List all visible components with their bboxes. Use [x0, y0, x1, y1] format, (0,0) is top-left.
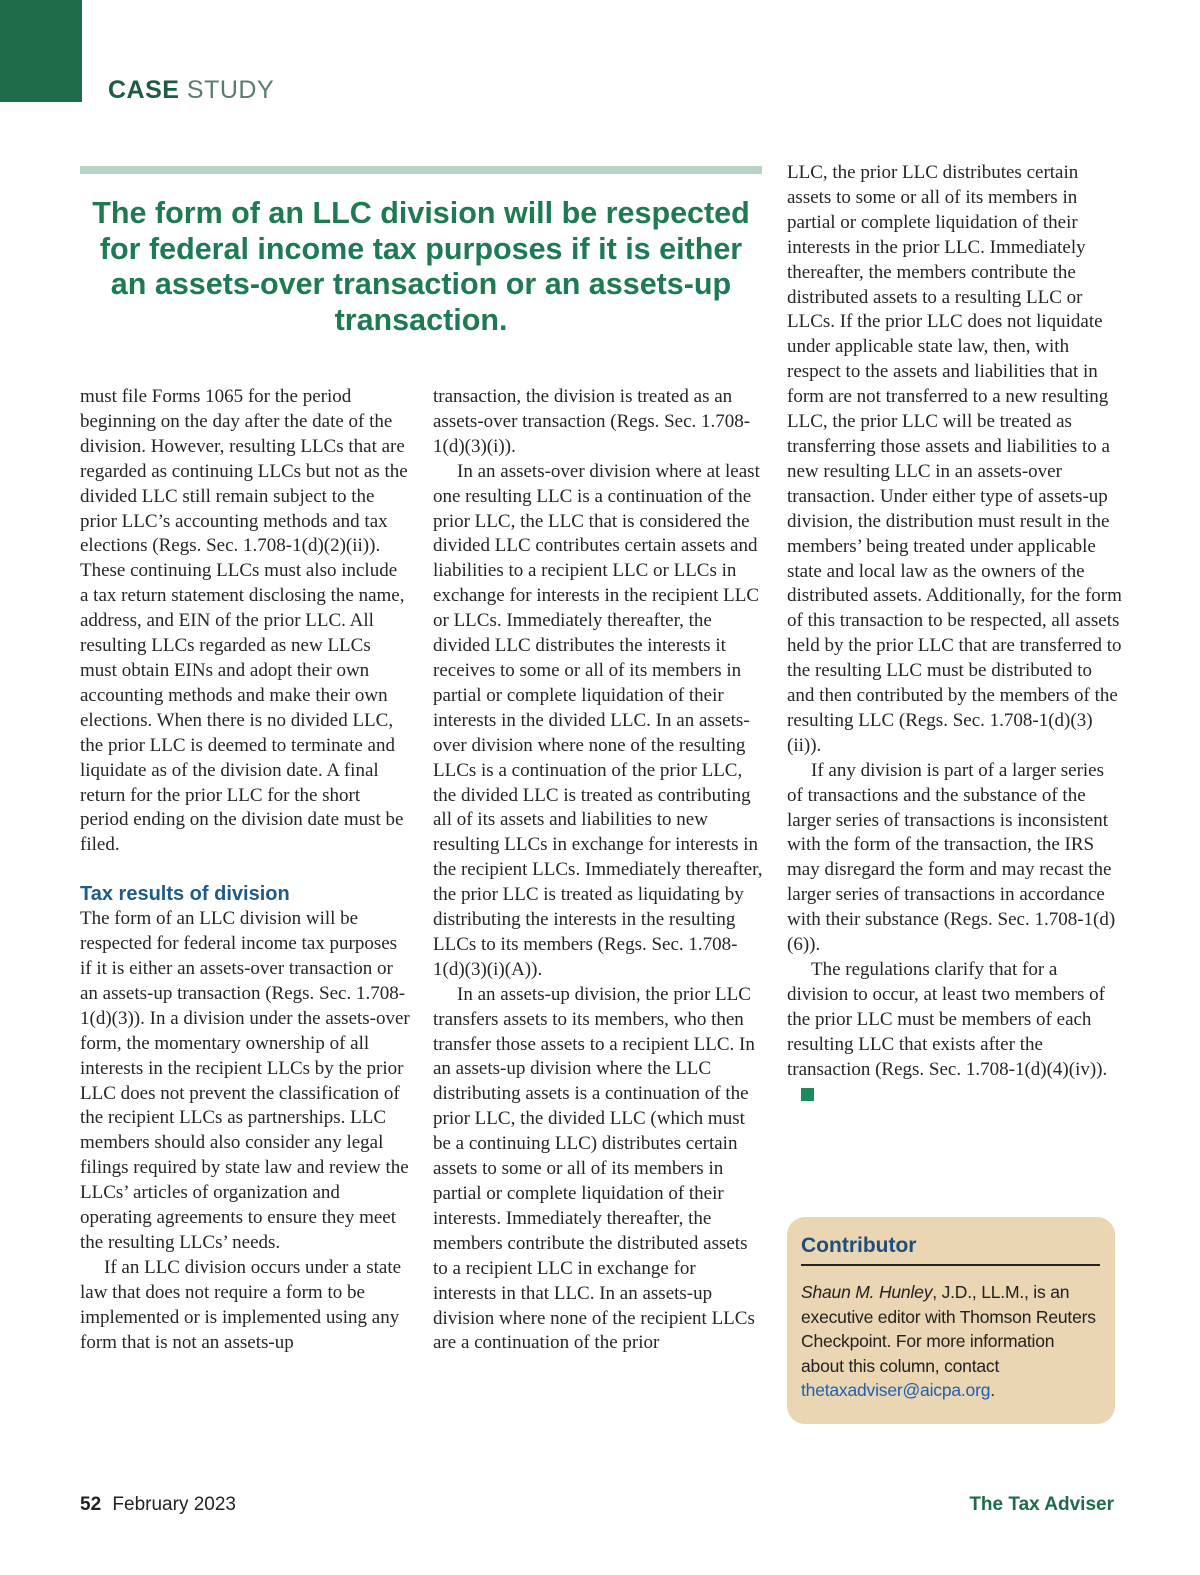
article-column-3	[787, 161, 1122, 1107]
issue-date: February 2023	[112, 1494, 236, 1515]
paragraph: If an LLC division occurs under a state law that does not require a form to be implemented or is implemented using any form that is not an assets-up	[80, 1256, 402, 1353]
section-label-bold: CASE	[108, 76, 180, 104]
contributor-author: Shaun M. Hunley	[801, 1282, 933, 1302]
paragraph: In an assets-up division, the prior LLC transfers assets to its members, who then transfer those assets to a recipient LLC. In an assets-up division where the LLC distributing assets is a continuation of the prior LLC, the divided LLC (which must be a continuing LLC) distributes certain assets to some or all of its members in partial or complete liquidation of their interests. Immediately thereafter, the members contribute the distributed assets to a recipient LLC in exchange for interests in that LLC. In an assets-up division where none of the recipient LLCs are a continuation of the prior	[433, 983, 755, 1354]
subhead-tax-results: Tax results of division	[80, 883, 290, 906]
paragraph: If any division is part of a larger series of transactions and the substance of the larger series of transactions is inconsistent with the form of the transaction, the IRS may disregard the form and may recast the larger series of transactions in accordance with their substance (Regs. Sec. 1.708-1(d)(6)).	[787, 759, 1116, 956]
contributor-title: Contributor	[801, 1233, 1100, 1266]
contributor-end-punct: .	[990, 1380, 995, 1401]
article-column-2	[433, 385, 763, 1356]
section-label	[108, 76, 274, 105]
section-label-light: STUDY	[186, 76, 275, 104]
pull-quote-rule	[80, 166, 762, 174]
section-tab-block	[0, 0, 82, 102]
contributor-box	[787, 1217, 1115, 1424]
paragraph-text: The regulations clarify that for a division to occur, at least two members of the prior LLC must be members of each resulting LLC that exists after the transaction (Regs. Sec. 1.708-1(d)(4)(iv)).	[787, 959, 1108, 1080]
publication-name: The Tax Adviser	[969, 1494, 1114, 1515]
paragraph: must file Forms 1065 for the period beginning on the day after the date of the division. However, resulting LLCs that are regarded as continuing LLCs but not as the divided LLC still remain subject to the prior LLC’s accounting methods and tax elections (Regs. Sec. 1.708-1(d)(2)(ii)). These continuing LLCs must also include a tax return statement disclosing the name, address, and EIN of the prior LLC. All resulting LLCs regarded as new LLCs must obtain EINs and adopt their own accounting methods and make their own elections. When there is no divided LLC, the prior LLC is deemed to terminate and liquidate as of the division date. A final return for the prior LLC for the short period ending on the division date must be filed.	[80, 386, 408, 856]
paragraph: In an assets-over division where at least one resulting LLC is a continuation of the prior LLC, the LLC that is considered the divided LLC contributes certain assets and liabilities to a recipient LLC or LLCs in exchange for interests in the recipient LLC or LLCs. Immediately thereafter, the divided LLC distributes the interests it receives to some or all of its members in partial or complete liquidation of their interests in the divided LLC. In an assets-over division where none of the resulting LLCs is a continuation of the prior LLC, the divided LLC is treated as contributing all of its assets and liabilities to new resulting LLCs in exchange for interests in the recipient LLCs. Immediately thereafter, the prior LLC is treated as liquidating by distributing the interests in the resulting LLCs to its members (Regs. Sec. 1.708-1(d)(3)(i)(A)).	[433, 460, 763, 980]
end-of-article-icon	[801, 1088, 814, 1101]
article-column-1	[80, 385, 410, 1356]
paragraph: The form of an LLC division will be respected for federal income tax purposes if it is either an assets-over transaction or an assets-up transaction (Regs. Sec. 1.708-1(d)(3)). In a division under the assets-over form, the momentary ownership of all interests in the recipient LLCs by the prior LLC does not prevent the classification of the recipient LLCs as partnerships. LLC members should also consider any legal filings required by state law and review the LLCs’ articles of organization and operating agreements to ensure they meet the resulting LLCs’ needs.	[80, 908, 410, 1253]
contributor-bio	[801, 1280, 1100, 1403]
paragraph: transaction, the division is treated as an assets-over transaction (Regs. Sec. 1.708-1(d)(3)(i)).	[433, 386, 751, 457]
page-number: 52	[80, 1494, 102, 1515]
contributor-email-link[interactable]: thetaxadviser@aicpa.org	[801, 1380, 991, 1401]
paragraph: LLC, the prior LLC distributes certain assets to some or all of its members in partial or complete liquidation of their interests in the prior LLC. Immediately thereafter, the members contribute the distributed assets to a resulting LLC or LLCs. If the prior LLC does not liquidate under applicable state law, then, with respect to the assets and liabilities that in form are not transferred to a new resulting LLC, the prior LLC will be treated as transferring those assets and liabilities to a new resulting LLC in an assets-over transaction. Under either type of assets-up division, the distribution must result in the members’ being treated under applicable state and local law as the owners of the distributed assets. Additionally, for the form of this transaction to be respected, all assets held by the prior LLC that are transferred to the resulting LLC must be distributed to and then contributed by the members of the resulting LLC (Regs. Sec. 1.708-1(d)(3)(ii)).	[787, 162, 1122, 756]
contributor-bio-text: , J.D., LL.M., is an executive editor with Thomson Reuters Checkpoint. For more information about this column, contact	[801, 1282, 1096, 1376]
footer-left	[80, 1494, 236, 1516]
paragraph-final	[787, 958, 1122, 1107]
pull-quote: The form of an LLC division will be respected for federal income tax purposes if it is either an assets-over transaction or an assets-up transaction.	[92, 196, 750, 337]
